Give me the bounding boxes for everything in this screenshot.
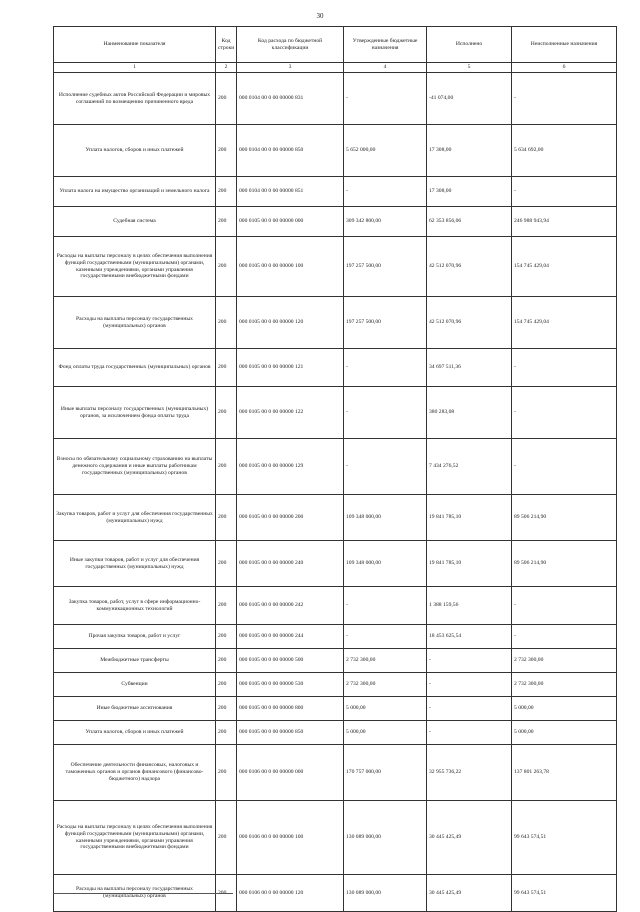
row-indicator-name: Взносы по обязательному социальному страхованию на выплаты денежного содержания и иные выплаты работникам государственных (муниципальных) органов bbox=[54, 439, 216, 495]
row-executed: 1 388 159,56 bbox=[427, 587, 512, 625]
row-indicator-name: Фонд оплаты труда государственных (муниципальных) органов bbox=[54, 349, 216, 387]
row-executed: 18 453 625,54 bbox=[427, 625, 512, 649]
row-approved: 2 732 300,00 bbox=[344, 649, 427, 673]
table-row bbox=[54, 587, 617, 625]
row-approved: - bbox=[344, 439, 427, 495]
row-line-code: 200 bbox=[216, 801, 237, 875]
row-expense-code: 000 0105 00 0 00 00000 850 bbox=[237, 721, 344, 745]
row-executed: 380 283,08 bbox=[427, 387, 512, 439]
row-indicator-name: Расходы на выплаты персоналу в целях обеспечения выполнения функций государственными (муниципальными) органами, казенными учреждениями, органами управления государственными внебюджетными фондами bbox=[54, 801, 216, 875]
row-indicator-name: Уплата налогов, сборов и иных платежей bbox=[54, 125, 216, 177]
budget-execution-table bbox=[53, 26, 617, 912]
table-row bbox=[54, 73, 617, 125]
footer-divider bbox=[53, 893, 233, 894]
row-line-code: 200 bbox=[216, 73, 237, 125]
page-number: 30 bbox=[316, 12, 324, 20]
row-expense-code: 000 0105 00 0 00 00000 500 bbox=[237, 649, 344, 673]
row-approved: 5 000,00 bbox=[344, 697, 427, 721]
row-executed: 42 512 070,96 bbox=[427, 297, 512, 349]
row-indicator-name: Расходы на выплаты персоналу государственных (муниципальных) органов bbox=[54, 875, 216, 912]
row-executed: 34 697 511,36 bbox=[427, 349, 512, 387]
table-row bbox=[54, 721, 617, 745]
row-line-code: 200 bbox=[216, 439, 237, 495]
row-indicator-name: Иные выплаты персоналу государственных (муниципальных) органов, за исключением фонда оплаты труда bbox=[54, 387, 216, 439]
row-executed: 17 308,00 bbox=[427, 125, 512, 177]
row-approved: 2 732 300,00 bbox=[344, 673, 427, 697]
row-unexecuted: 99 643 574,51 bbox=[512, 801, 617, 875]
row-indicator-name: Иные закупки товаров, работ и услуг для обеспечения государственных (муниципальных) нужд bbox=[54, 541, 216, 587]
header-approved: Утвержденные бюджетные назначения bbox=[344, 27, 427, 63]
row-line-code: 200 bbox=[216, 745, 237, 801]
row-executed: 32 955 736,22 bbox=[427, 745, 512, 801]
row-unexecuted: 246 988 943,94 bbox=[512, 207, 617, 237]
row-line-code: 200 bbox=[216, 673, 237, 697]
row-executed: 30 445 425,49 bbox=[427, 875, 512, 912]
row-executed: - bbox=[427, 721, 512, 745]
row-line-code: 200 bbox=[216, 875, 237, 912]
row-approved: 130 089 000,00 bbox=[344, 875, 427, 912]
row-approved: 5 000,00 bbox=[344, 721, 427, 745]
row-unexecuted: 5 000,00 bbox=[512, 721, 617, 745]
row-unexecuted: 89 506 214,90 bbox=[512, 495, 617, 541]
row-executed: 19 841 785,10 bbox=[427, 495, 512, 541]
row-expense-code: 000 0106 00 0 00 00000 000 bbox=[237, 745, 344, 801]
row-expense-code: 000 0105 00 0 00 00000 800 bbox=[237, 697, 344, 721]
row-line-code: 200 bbox=[216, 297, 237, 349]
row-executed: 62 353 856,06 bbox=[427, 207, 512, 237]
row-unexecuted: 5 000,00 bbox=[512, 697, 617, 721]
row-approved: 130 089 000,00 bbox=[344, 801, 427, 875]
header-executed: Исполнено bbox=[427, 27, 512, 63]
table-row bbox=[54, 349, 617, 387]
table-row bbox=[54, 495, 617, 541]
row-executed: - bbox=[427, 673, 512, 697]
table-row bbox=[54, 177, 617, 207]
row-line-code: 200 bbox=[216, 495, 237, 541]
row-approved: - bbox=[344, 387, 427, 439]
row-line-code: 200 bbox=[216, 349, 237, 387]
table-row bbox=[54, 745, 617, 801]
header-expense-code: Код расхода по бюджетной классификации bbox=[237, 27, 344, 63]
table-row bbox=[54, 125, 617, 177]
row-indicator-name: Расходы на выплаты персоналу государственных (муниципальных) органов bbox=[54, 297, 216, 349]
row-approved: 309 342 800,00 bbox=[344, 207, 427, 237]
table-row bbox=[54, 673, 617, 697]
row-executed: -41 074,00 bbox=[427, 73, 512, 125]
row-unexecuted: 2 732 300,00 bbox=[512, 649, 617, 673]
row-executed: 30 445 425,49 bbox=[427, 801, 512, 875]
row-expense-code: 000 0105 00 0 00 00000 122 bbox=[237, 387, 344, 439]
column-number: 3 bbox=[237, 63, 344, 73]
row-unexecuted: - bbox=[512, 439, 617, 495]
table-row bbox=[54, 237, 617, 297]
row-approved: 109 348 000,00 bbox=[344, 541, 427, 587]
column-number-row bbox=[54, 63, 617, 73]
row-approved: - bbox=[344, 177, 427, 207]
column-number: 6 bbox=[512, 63, 617, 73]
row-indicator-name: Уплата налогов, сборов и иных платежей bbox=[54, 721, 216, 745]
row-unexecuted: 137 801 263,78 bbox=[512, 745, 617, 801]
row-unexecuted: - bbox=[512, 625, 617, 649]
row-unexecuted: 154 745 429,04 bbox=[512, 297, 617, 349]
row-approved: - bbox=[344, 73, 427, 125]
row-expense-code: 000 0105 00 0 00 00000 120 bbox=[237, 297, 344, 349]
row-expense-code: 000 0105 00 0 00 00000 121 bbox=[237, 349, 344, 387]
column-number: 1 bbox=[54, 63, 216, 73]
column-number: 4 bbox=[344, 63, 427, 73]
table-row bbox=[54, 439, 617, 495]
row-line-code: 200 bbox=[216, 697, 237, 721]
row-indicator-name: Межбюджетные трансферты bbox=[54, 649, 216, 673]
row-indicator-name: Обеспечение деятельности финансовых, налоговых и таможенных органов и органов финансового (финансово-бюджетного) надзора bbox=[54, 745, 216, 801]
row-line-code: 200 bbox=[216, 207, 237, 237]
row-executed: - bbox=[427, 697, 512, 721]
row-executed: 17 308,00 bbox=[427, 177, 512, 207]
column-number: 5 bbox=[427, 63, 512, 73]
row-executed: 42 512 070,96 bbox=[427, 237, 512, 297]
row-unexecuted: - bbox=[512, 587, 617, 625]
row-expense-code: 000 0105 00 0 00 00000 244 bbox=[237, 625, 344, 649]
table-row bbox=[54, 541, 617, 587]
row-expense-code: 000 0104 00 0 00 00000 851 bbox=[237, 177, 344, 207]
row-expense-code: 000 0106 00 0 00 00000 120 bbox=[237, 875, 344, 912]
row-unexecuted: - bbox=[512, 387, 617, 439]
row-indicator-name: Субвенции bbox=[54, 673, 216, 697]
row-approved: 170 757 000,00 bbox=[344, 745, 427, 801]
row-indicator-name: Закупка товаров, работ, услуг в сфере информационно-коммуникационных технологий bbox=[54, 587, 216, 625]
row-line-code: 200 bbox=[216, 177, 237, 207]
table-row bbox=[54, 387, 617, 439]
row-line-code: 200 bbox=[216, 721, 237, 745]
row-expense-code: 000 0105 00 0 00 00000 100 bbox=[237, 237, 344, 297]
row-line-code: 200 bbox=[216, 237, 237, 297]
row-line-code: 200 bbox=[216, 587, 237, 625]
header-line-code: Код строки bbox=[216, 27, 237, 63]
row-executed: - bbox=[427, 649, 512, 673]
row-expense-code: 000 0104 00 0 00 00000 831 bbox=[237, 73, 344, 125]
table-row bbox=[54, 625, 617, 649]
column-number: 2 bbox=[216, 63, 237, 73]
row-expense-code: 000 0105 00 0 00 00000 530 bbox=[237, 673, 344, 697]
table-row bbox=[54, 649, 617, 673]
row-approved: 109 348 000,00 bbox=[344, 495, 427, 541]
table-header-row bbox=[54, 27, 617, 63]
row-line-code: 200 bbox=[216, 541, 237, 587]
table-row bbox=[54, 801, 617, 875]
row-expense-code: 000 0105 00 0 00 00000 242 bbox=[237, 587, 344, 625]
row-line-code: 200 bbox=[216, 387, 237, 439]
row-approved: - bbox=[344, 587, 427, 625]
row-line-code: 200 bbox=[216, 649, 237, 673]
row-unexecuted: 89 506 214,90 bbox=[512, 541, 617, 587]
row-expense-code: 000 0105 00 0 00 00000 200 bbox=[237, 495, 344, 541]
row-expense-code: 000 0105 00 0 00 00000 240 bbox=[237, 541, 344, 587]
row-approved: 197 257 500,00 bbox=[344, 297, 427, 349]
table-row bbox=[54, 297, 617, 349]
row-executed: 7 434 276,52 bbox=[427, 439, 512, 495]
row-expense-code: 000 0105 00 0 00 00000 000 bbox=[237, 207, 344, 237]
row-indicator-name: Расходы на выплаты персоналу в целях обеспечения выполнения функций государственными (муниципальными) органами, казенными учреждениями, органами управления государственными внебюджетными фондами bbox=[54, 237, 216, 297]
row-unexecuted: - bbox=[512, 349, 617, 387]
row-unexecuted: 99 643 574,51 bbox=[512, 875, 617, 912]
row-line-code: 200 bbox=[216, 125, 237, 177]
table-row bbox=[54, 697, 617, 721]
row-approved: 197 257 500,00 bbox=[344, 237, 427, 297]
row-expense-code: 000 0106 00 0 00 00000 100 bbox=[237, 801, 344, 875]
row-line-code: 200 bbox=[216, 625, 237, 649]
row-indicator-name: Иные бюджетные ассигнования bbox=[54, 697, 216, 721]
row-indicator-name: Уплата налога на имущество организаций и земельного налога bbox=[54, 177, 216, 207]
row-indicator-name: Исполнение судебных актов Российской Федерации и мировых соглашений по возмещению причиненного вреда bbox=[54, 73, 216, 125]
row-unexecuted: - bbox=[512, 177, 617, 207]
row-indicator-name: Прочая закупка товаров, работ и услуг bbox=[54, 625, 216, 649]
row-approved: - bbox=[344, 625, 427, 649]
row-approved: - bbox=[344, 349, 427, 387]
header-indicator-name: Наименование показателя bbox=[54, 27, 216, 63]
row-unexecuted: 2 732 300,00 bbox=[512, 673, 617, 697]
row-unexecuted: 154 745 429,04 bbox=[512, 237, 617, 297]
row-executed: 19 841 785,10 bbox=[427, 541, 512, 587]
row-expense-code: 000 0104 00 0 00 00000 850 bbox=[237, 125, 344, 177]
row-expense-code: 000 0105 00 0 00 00000 129 bbox=[237, 439, 344, 495]
row-approved: 5 652 000,00 bbox=[344, 125, 427, 177]
row-indicator-name: Судебная система bbox=[54, 207, 216, 237]
row-unexecuted: 5 634 692,00 bbox=[512, 125, 617, 177]
table-row bbox=[54, 207, 617, 237]
header-unexecuted: Неисполненные назначения bbox=[512, 27, 617, 63]
row-indicator-name: Закупка товаров, работ и услуг для обеспечения государственных (муниципальных) нужд bbox=[54, 495, 216, 541]
row-unexecuted: - bbox=[512, 73, 617, 125]
